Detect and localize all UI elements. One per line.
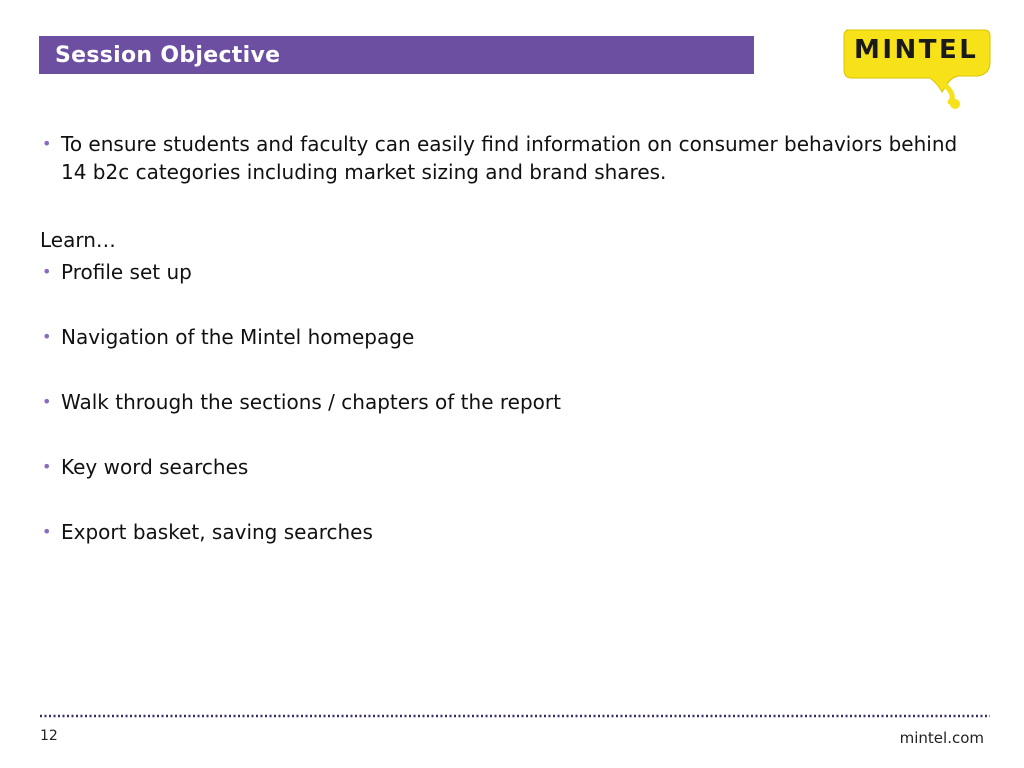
list-item <box>40 518 980 546</box>
bullet-icon: • <box>42 327 52 346</box>
bullet-icon: • <box>42 262 52 281</box>
list-item <box>40 388 980 416</box>
mintel-logo <box>838 26 998 112</box>
list-item-text: Profile set up <box>61 260 192 284</box>
list-item <box>40 323 980 351</box>
footer-website: mintel.com <box>899 729 984 747</box>
intro-bullet <box>40 130 980 186</box>
bullet-icon: • <box>42 522 52 541</box>
logo-text: MINTEL <box>854 35 979 65</box>
bullet-icon: • <box>42 457 52 476</box>
bullet-icon: • <box>42 392 52 411</box>
learn-label: Learn… <box>40 228 116 252</box>
title-bar <box>39 36 754 74</box>
list-item-text: Walk through the sections / chapters of the report <box>61 390 561 414</box>
slide-title: Session Objective <box>55 42 281 68</box>
list-item-text: Export basket, saving searches <box>61 520 373 544</box>
bullet-icon: • <box>42 134 52 153</box>
list-item-text: Navigation of the Mintel homepage <box>61 325 415 349</box>
footer-dotted-divider <box>40 714 990 718</box>
list-item <box>40 258 980 286</box>
intro-bullet-text: To ensure students and faculty can easily find information on consumer behaviors behind 14 b2c categories including market sizing and brand shares. <box>61 132 958 184</box>
list-item-text: Key word searches <box>61 455 249 479</box>
slide-number: 12 <box>40 728 58 744</box>
slide-content <box>40 130 980 546</box>
list-item <box>40 453 980 481</box>
